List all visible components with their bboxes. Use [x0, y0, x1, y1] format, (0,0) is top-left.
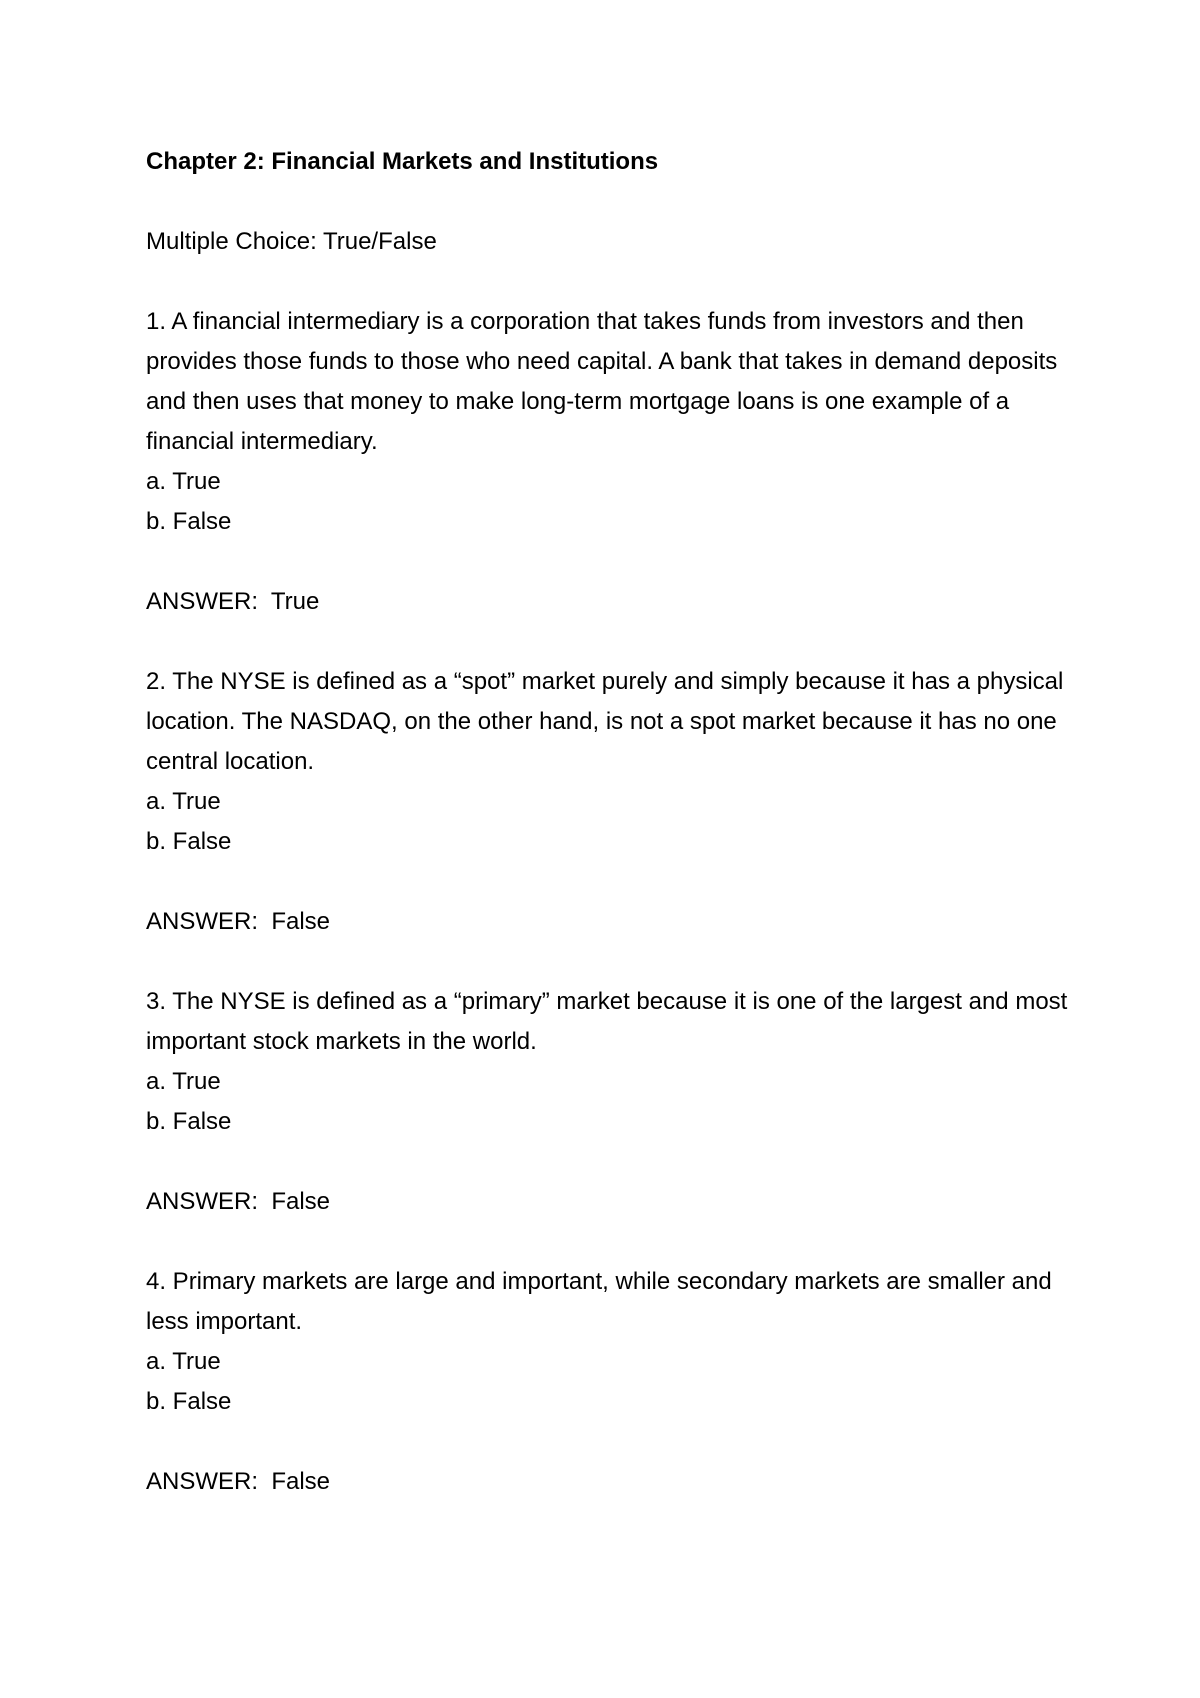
question-text: 4. Primary markets are large and important, while secondary markets are smaller and less important. [146, 1268, 1052, 1335]
option-b: b. False [146, 1108, 232, 1135]
question-2 [146, 662, 1076, 942]
question-text: 2. The NYSE is defined as a “spot” market purely and simply because it has a physical location. The NASDAQ, on the other hand, is not a spot market because it has no one central location. [146, 668, 1064, 775]
question-4 [146, 1262, 1076, 1502]
question-text: 1. A financial intermediary is a corporation that takes funds from investors and then provides those funds to those who need capital. A bank that takes in demand deposits and then uses that money to make long-term mortgage loans is one example of a financial intermediary. [146, 308, 1058, 455]
question-1 [146, 302, 1076, 622]
option-b: b. False [146, 508, 232, 535]
option-b: b. False [146, 828, 232, 855]
option-b: b. False [146, 1388, 232, 1415]
answer-line: ANSWER: False [146, 908, 331, 935]
question-3 [146, 982, 1076, 1222]
document-content [146, 142, 1076, 1502]
option-a: a. True [146, 788, 221, 815]
option-a: a. True [146, 1348, 221, 1375]
option-a: a. True [146, 1068, 221, 1095]
question-text: 3. The NYSE is defined as a “primary” market because it is one of the largest and most important stock markets in the world. [146, 988, 1068, 1055]
chapter-title: Chapter 2: Financial Markets and Institutions [146, 148, 659, 175]
answer-line: ANSWER: False [146, 1188, 331, 1215]
answer-line: ANSWER: False [146, 1468, 331, 1495]
section-subtitle: Multiple Choice: True/False [146, 228, 437, 255]
answer-line: ANSWER: True [146, 588, 320, 615]
option-a: a. True [146, 468, 221, 495]
